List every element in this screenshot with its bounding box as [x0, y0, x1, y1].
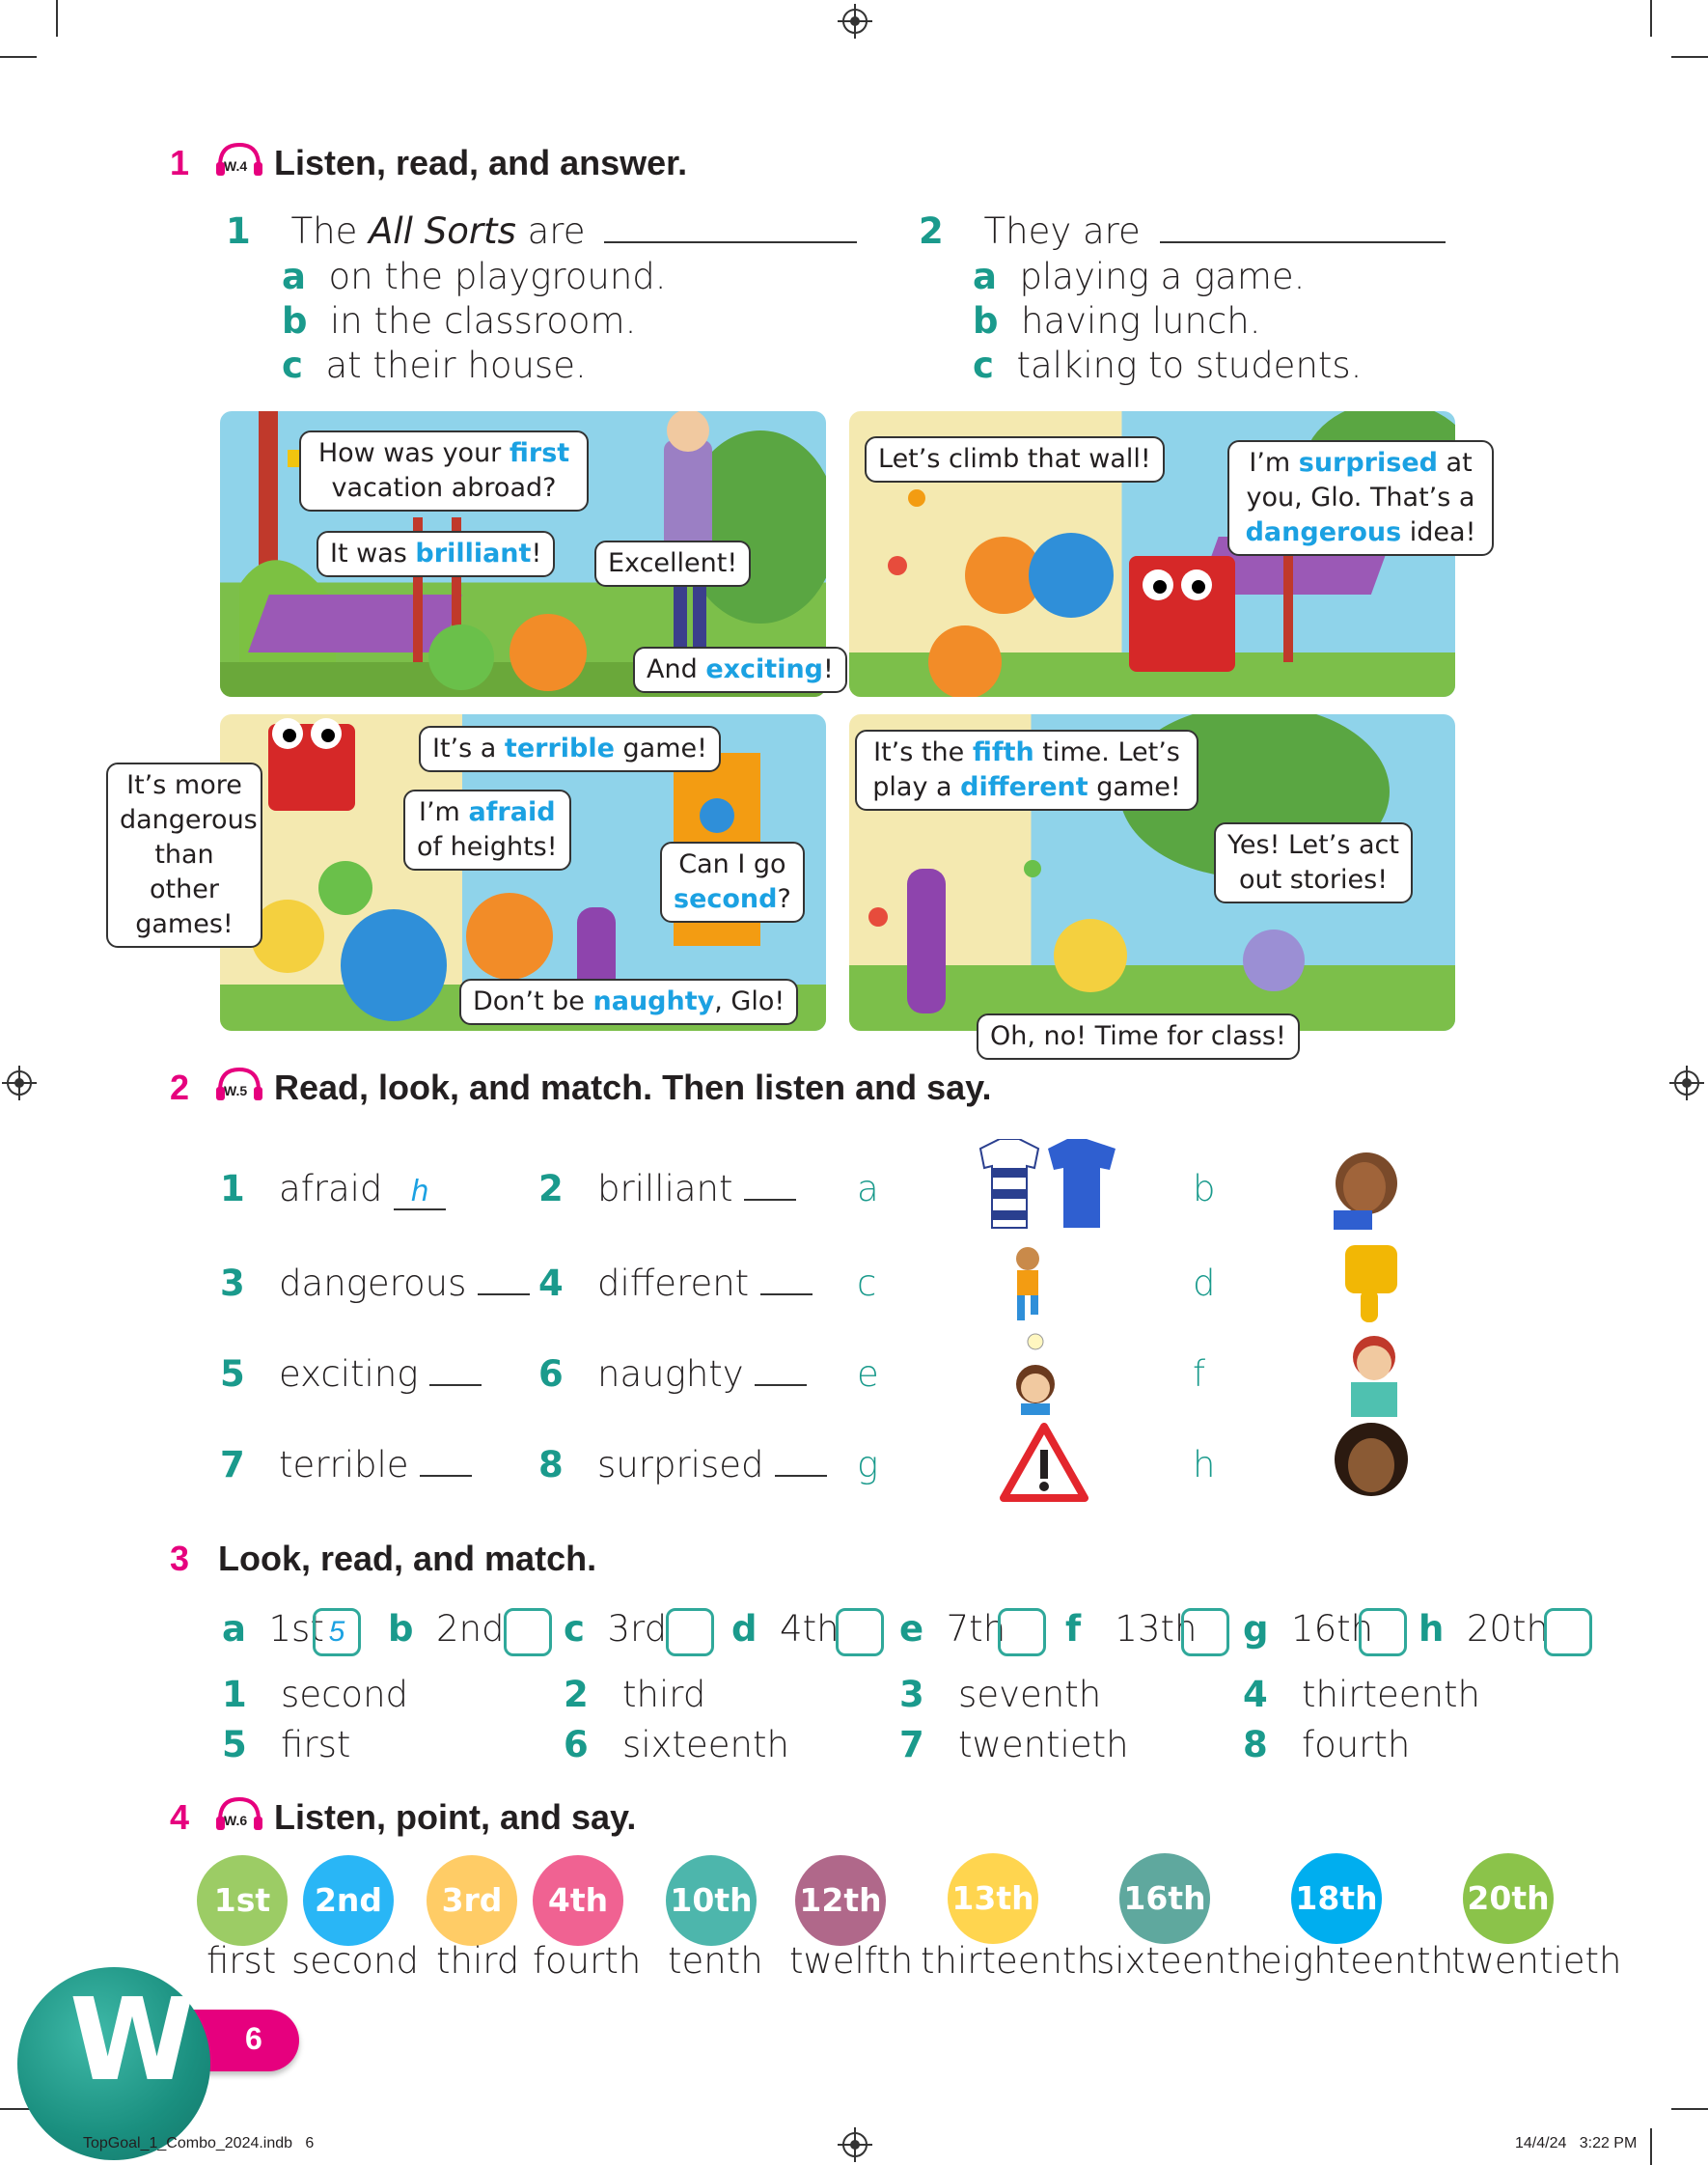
match-item: [538, 1444, 827, 1485]
answer-box[interactable]: [1359, 1608, 1407, 1656]
warning-sign-picture: [1000, 1423, 1088, 1502]
ordinal-circle[interactable]: 18th: [1291, 1853, 1382, 1944]
ordinal-word: [1243, 1724, 1410, 1765]
ordinal-box-item: [1419, 1608, 1549, 1650]
box-ordinal: 13th: [1115, 1608, 1198, 1650]
question-1-options: [282, 255, 667, 388]
item-number: 5: [220, 1353, 245, 1395]
ordinal-word: [222, 1724, 350, 1765]
answer-blank[interactable]: [429, 1384, 482, 1386]
question-2-options: [973, 255, 1362, 388]
item-number: 6: [538, 1353, 564, 1395]
section-4-title: Listen, point, and say.: [274, 1797, 637, 1837]
keyword: naughty: [592, 986, 715, 1016]
section-3-title: Look, read, and match.: [218, 1539, 597, 1578]
bubble-text: at: [1437, 448, 1473, 478]
box-letter: e: [899, 1608, 924, 1650]
item-number: 1: [220, 1168, 245, 1209]
speech-bubble: [299, 430, 589, 512]
keyword: different: [960, 772, 1088, 802]
idea-girl-picture: [1011, 1332, 1060, 1417]
tshirts-picture: [971, 1139, 1123, 1232]
ordinal-word: [1243, 1674, 1480, 1715]
word-number: 7: [899, 1724, 924, 1765]
option-letter: c: [973, 345, 994, 386]
option-text: having lunch.: [1021, 300, 1261, 342]
ordinal-word: [564, 1674, 705, 1715]
item-word: afraid: [279, 1168, 383, 1209]
answer-box[interactable]: [998, 1608, 1046, 1656]
option-text: in the classroom.: [330, 300, 637, 342]
speech-bubble: [855, 730, 1198, 811]
ordinal-circle[interactable]: 16th: [1119, 1853, 1210, 1944]
box-letter: d: [731, 1608, 758, 1650]
speech-bubble: Oh, no! Time for class!: [977, 1013, 1300, 1060]
box-ordinal: 4th: [780, 1608, 840, 1650]
answer-box[interactable]: 5: [313, 1608, 361, 1656]
ordinal-box-item: [564, 1608, 667, 1650]
bubble-text: dangerous: [120, 805, 258, 835]
answer-blank[interactable]: [755, 1384, 807, 1386]
ordinal-circle[interactable]: 3rd: [427, 1855, 517, 1946]
bubble-text: It’s a: [432, 734, 505, 763]
word-text: first: [281, 1724, 351, 1765]
picture-letter: b: [1193, 1168, 1216, 1209]
answer-box[interactable]: [836, 1608, 884, 1656]
registration-mark-icon: [838, 2127, 872, 2162]
item-word: different: [597, 1263, 750, 1304]
bubble-text: It was: [330, 539, 416, 569]
question-stem: The: [290, 210, 370, 252]
box-letter: h: [1419, 1608, 1445, 1650]
question-number: 1: [226, 210, 251, 252]
question-1: [226, 210, 857, 252]
keyword: brilliant: [415, 539, 532, 569]
keyword: fifth: [972, 737, 1034, 767]
speech-bubble: Excellent!: [594, 541, 751, 587]
speech-bubble: [459, 979, 798, 1025]
ordinal-circle[interactable]: 20th: [1463, 1853, 1554, 1944]
ordinal-box-item: [388, 1608, 505, 1650]
word-text: third: [622, 1674, 706, 1715]
word-text: seventh: [958, 1674, 1102, 1715]
picture-letter: g: [857, 1444, 879, 1485]
bubble-text: games!: [135, 909, 234, 939]
section-number: 2: [170, 1068, 190, 1107]
item-number: 4: [538, 1263, 564, 1304]
registration-mark-icon: [1669, 1066, 1704, 1100]
question-stem: They are: [983, 210, 1141, 252]
bubble-text: time. Let’s: [1033, 737, 1180, 767]
answer-blank[interactable]: [744, 1199, 796, 1201]
scared-girl-picture: [1336, 1328, 1413, 1417]
crop-mark: [56, 0, 58, 37]
bubble-text: of heights!: [417, 832, 558, 862]
word-number: 3: [899, 1674, 924, 1715]
picture-letter: e: [857, 1353, 879, 1395]
crop-mark: [1650, 2128, 1652, 2165]
speech-bubble: [660, 842, 805, 923]
bubble-text: I’m: [1249, 448, 1299, 478]
bubble-text: It’s the: [873, 737, 973, 767]
answer-blank[interactable]: [420, 1475, 472, 1477]
answer-box[interactable]: [504, 1608, 552, 1656]
word-number: 6: [564, 1724, 589, 1765]
option-text: talking to students.: [1016, 345, 1363, 386]
page-number: 6: [245, 2021, 262, 2056]
answer-box[interactable]: [1181, 1608, 1229, 1656]
option-letter: b: [282, 300, 308, 342]
option-a[interactable]: [973, 255, 1362, 299]
registration-mark-icon: [2, 1066, 37, 1100]
ordinal-word: sixteenth: [1096, 1940, 1263, 1982]
ordinal-word: third: [436, 1940, 520, 1982]
picture-letter: d: [1193, 1263, 1216, 1304]
item-number: 7: [220, 1444, 245, 1485]
question-2: [919, 210, 1446, 252]
item-number: 3: [220, 1263, 245, 1304]
section-1-header: [170, 143, 189, 183]
word-text: twentieth: [958, 1724, 1129, 1765]
box-ordinal: 1st: [268, 1608, 324, 1650]
ordinal-word: twentieth: [1451, 1940, 1622, 1982]
ordinal-box-item: [1243, 1608, 1373, 1650]
match-item: [220, 1353, 482, 1395]
option-a[interactable]: [282, 255, 667, 299]
bubble-text: , Glo!: [714, 986, 785, 1016]
bubble-text: I’m: [419, 797, 469, 827]
option-b[interactable]: [973, 299, 1362, 344]
answer-blank[interactable]: [604, 241, 857, 243]
answer-blank[interactable]: [1160, 241, 1446, 243]
ordinal-box-item: [222, 1608, 324, 1650]
answer-blank[interactable]: [478, 1293, 530, 1295]
item-word: dangerous: [279, 1263, 467, 1304]
bubble-text: ?: [777, 884, 791, 914]
item-number: 2: [538, 1168, 564, 1209]
ordinal-circle[interactable]: 2nd: [303, 1855, 394, 1946]
ordinal-word: [564, 1724, 789, 1765]
option-c[interactable]: [282, 344, 667, 388]
picture-letter: a: [857, 1168, 879, 1209]
keyword: terrible: [504, 734, 615, 763]
option-b[interactable]: [282, 299, 667, 344]
ordinal-word: [899, 1674, 1101, 1715]
bubble-text: Don’t be: [473, 986, 593, 1016]
keyword: dangerous: [1245, 517, 1402, 547]
audio-track-label: W.5: [224, 1083, 248, 1098]
picture-letter: f: [1193, 1353, 1206, 1395]
item-word: terrible: [279, 1444, 409, 1485]
bubble-text: play a: [872, 772, 961, 802]
option-text: playing a game.: [1019, 256, 1306, 297]
match-item: [538, 1353, 807, 1395]
box-ordinal: 16th: [1291, 1608, 1374, 1650]
print-date: 14/4/24 3:22 PM: [1515, 2135, 1638, 2151]
ordinal-box-item: [731, 1608, 840, 1650]
word-number: 5: [222, 1724, 247, 1765]
ordinal-word: thirteenth: [921, 1940, 1099, 1982]
answer-blank[interactable]: [760, 1293, 813, 1295]
option-letter: c: [282, 345, 303, 386]
bubble-text: idea!: [1401, 517, 1476, 547]
word-text: fourth: [1302, 1724, 1411, 1765]
bubble-text: !: [823, 654, 834, 684]
answer-box[interactable]: [666, 1608, 714, 1656]
box-ordinal: 7th: [946, 1608, 1006, 1650]
question-number: 2: [919, 210, 944, 252]
bubble-text: out stories!: [1238, 865, 1389, 895]
crop-mark: [1650, 0, 1652, 37]
box-ordinal: 2nd: [436, 1608, 505, 1650]
item-number: 8: [538, 1444, 564, 1485]
box-letter: a: [222, 1608, 246, 1650]
box-letter: f: [1065, 1608, 1082, 1650]
answer-box[interactable]: [1544, 1608, 1592, 1656]
ordinal-word: fourth: [533, 1940, 642, 1982]
item-word: exciting: [279, 1353, 419, 1395]
thumbs-down-picture: [1339, 1241, 1405, 1326]
speech-bubble: [106, 763, 262, 948]
ordinal-word: [222, 1674, 408, 1715]
match-item: [220, 1168, 446, 1210]
word-number: 1: [222, 1674, 247, 1715]
bubble-text: game!: [614, 734, 707, 763]
option-text: on the playground.: [328, 256, 667, 297]
bubble-text: game!: [1088, 772, 1181, 802]
section-badge-letter: W: [69, 1973, 196, 2106]
keyword: surprised: [1298, 448, 1438, 478]
box-ordinal: 3rd: [607, 1608, 668, 1650]
word-text: sixteenth: [622, 1724, 789, 1765]
question-stem-end: are: [515, 210, 586, 252]
option-c[interactable]: [973, 344, 1362, 388]
ordinal-word: second: [291, 1940, 419, 1982]
bubble-text: And: [647, 654, 706, 684]
bubble-text: It’s more: [126, 770, 242, 800]
file-slug: TopGoal_1_Combo_2024.indb 6: [83, 2135, 315, 2151]
section-1-title: Listen, read, and answer.: [274, 143, 688, 182]
box-letter: b: [388, 1608, 414, 1650]
ordinal-circle[interactable]: 12th: [795, 1855, 886, 1946]
ordinal-word: eighteenth: [1260, 1940, 1454, 1982]
option-text: at their house.: [325, 345, 587, 386]
box-letter: c: [564, 1608, 585, 1650]
bubble-text: How was your: [317, 438, 510, 468]
section-number: 4: [170, 1797, 190, 1837]
item-word: naughty: [597, 1353, 744, 1395]
bubble-text: you, Glo. That’s a: [1246, 483, 1475, 513]
keyword: afraid: [468, 797, 556, 827]
word-number: 4: [1243, 1674, 1268, 1715]
crop-mark: [0, 56, 37, 58]
speech-bubble: Let’s climb that wall!: [865, 436, 1165, 483]
ordinal-word: tenth: [668, 1940, 763, 1982]
ordinal-word: first: [207, 1940, 277, 1982]
bubble-text: Yes! Let’s act: [1227, 830, 1399, 860]
crop-mark: [1671, 2108, 1708, 2110]
picture-letter: c: [857, 1263, 877, 1304]
word-text: thirteenth: [1302, 1674, 1480, 1715]
box-ordinal: 20th: [1466, 1608, 1549, 1650]
ordinal-word: twelfth: [789, 1940, 914, 1982]
word-text: second: [281, 1674, 409, 1715]
ordinal-word: [899, 1724, 1129, 1765]
bubble-text: !: [531, 539, 542, 569]
keyword: second: [674, 884, 778, 914]
keyword: first: [509, 438, 570, 468]
ordinal-circle[interactable]: 13th: [948, 1853, 1038, 1944]
item-word: brilliant: [597, 1168, 733, 1209]
ordinal-circle[interactable]: 1st: [197, 1855, 288, 1946]
box-letter: g: [1243, 1608, 1269, 1650]
word-number: 2: [564, 1674, 589, 1715]
section-2-title: Read, look, and match. Then listen and say.: [274, 1068, 992, 1107]
option-letter: b: [973, 300, 999, 342]
ordinal-box-item: [899, 1608, 1006, 1650]
speech-bubble: [1214, 822, 1413, 903]
ordinal-box-item: [1065, 1608, 1197, 1650]
question-stem-italic: All Sorts: [369, 210, 516, 252]
speech-bubble: [317, 531, 555, 577]
answer-blank[interactable]: h: [394, 1175, 446, 1210]
audio-track-label: W.4: [224, 158, 248, 174]
bubble-text: than other: [150, 840, 219, 904]
option-letter: a: [973, 256, 997, 297]
bubble-text: Can I go: [678, 849, 786, 879]
ordinal-circle[interactable]: 10th: [666, 1855, 757, 1946]
section-number: 3: [170, 1539, 190, 1578]
crop-mark: [1671, 56, 1708, 58]
match-item: [538, 1168, 796, 1209]
ordinal-circle[interactable]: 4th: [533, 1855, 623, 1946]
item-word: surprised: [597, 1444, 764, 1485]
speech-bubble: [1227, 440, 1494, 556]
surprised-girl-picture: [1328, 1421, 1415, 1504]
section-number: 1: [170, 143, 190, 182]
word-number: 8: [1243, 1724, 1268, 1765]
picture-letter: h: [1193, 1444, 1216, 1485]
speech-bubble: [419, 726, 721, 772]
speech-bubble: [633, 647, 847, 693]
boy-jumping-picture: [1002, 1243, 1054, 1330]
bubble-text: vacation abroad?: [331, 473, 557, 503]
audio-track-label: W.6: [224, 1813, 248, 1828]
registration-mark-icon: [838, 4, 872, 39]
keyword: exciting: [705, 654, 824, 684]
answer-blank[interactable]: [775, 1475, 827, 1477]
girl-face-picture: [1330, 1147, 1401, 1230]
option-letter: a: [282, 256, 306, 297]
match-item: [220, 1263, 530, 1304]
speech-bubble: [403, 790, 571, 871]
match-item: [220, 1444, 472, 1485]
match-item: [538, 1263, 813, 1304]
